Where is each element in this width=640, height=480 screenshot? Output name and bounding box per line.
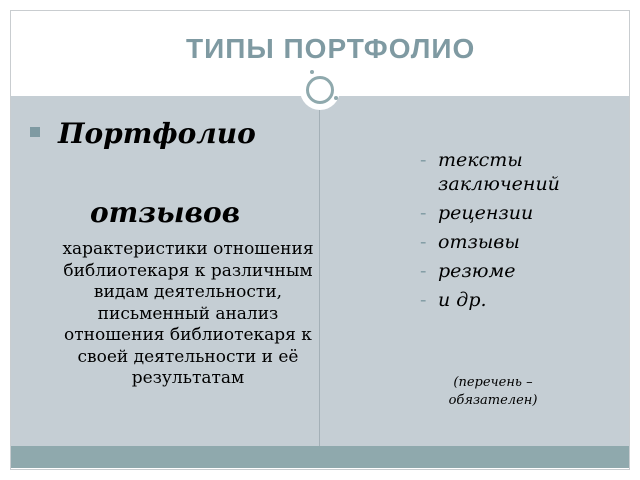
list-item [418,201,618,225]
list-item-text: резюме [438,260,516,282]
list-item-text: и др. [438,289,487,311]
ring-dot-top [310,70,314,74]
list-item [418,259,618,283]
list-item [418,148,618,196]
left-description: характеристики отношения библиотекаря к различным видам деятельности, письменный анализ отношения библиотекаря к своей деятельности и её результатам [62,239,314,388]
ring-dot-bottom [334,96,338,100]
list-item [418,230,618,254]
ring-ornament-icon [300,70,340,110]
slide-title: ТИПЫ ПОРТФОЛИО [186,33,476,64]
list-item [418,288,618,312]
dash-bullet-icon: - [420,289,427,311]
square-bullet-icon [30,127,40,137]
dash-bullet-icon: - [420,260,427,282]
list-item-text: отзывы [438,231,520,253]
list-item-text: тексты заключений [438,149,560,195]
footer-strip [11,446,629,468]
list-item-text: рецензии [438,202,534,224]
dash-bullet-icon: - [420,149,427,171]
right-note: (перечень – обязателен) [448,375,538,408]
dash-bullet-icon: - [420,202,427,224]
ring-circle [306,76,334,104]
right-bullet-list [418,148,618,317]
dash-bullet-icon: - [420,231,427,253]
left-heading-line1: Портфолио [58,117,256,150]
left-heading-line2: отзывов [90,196,241,229]
